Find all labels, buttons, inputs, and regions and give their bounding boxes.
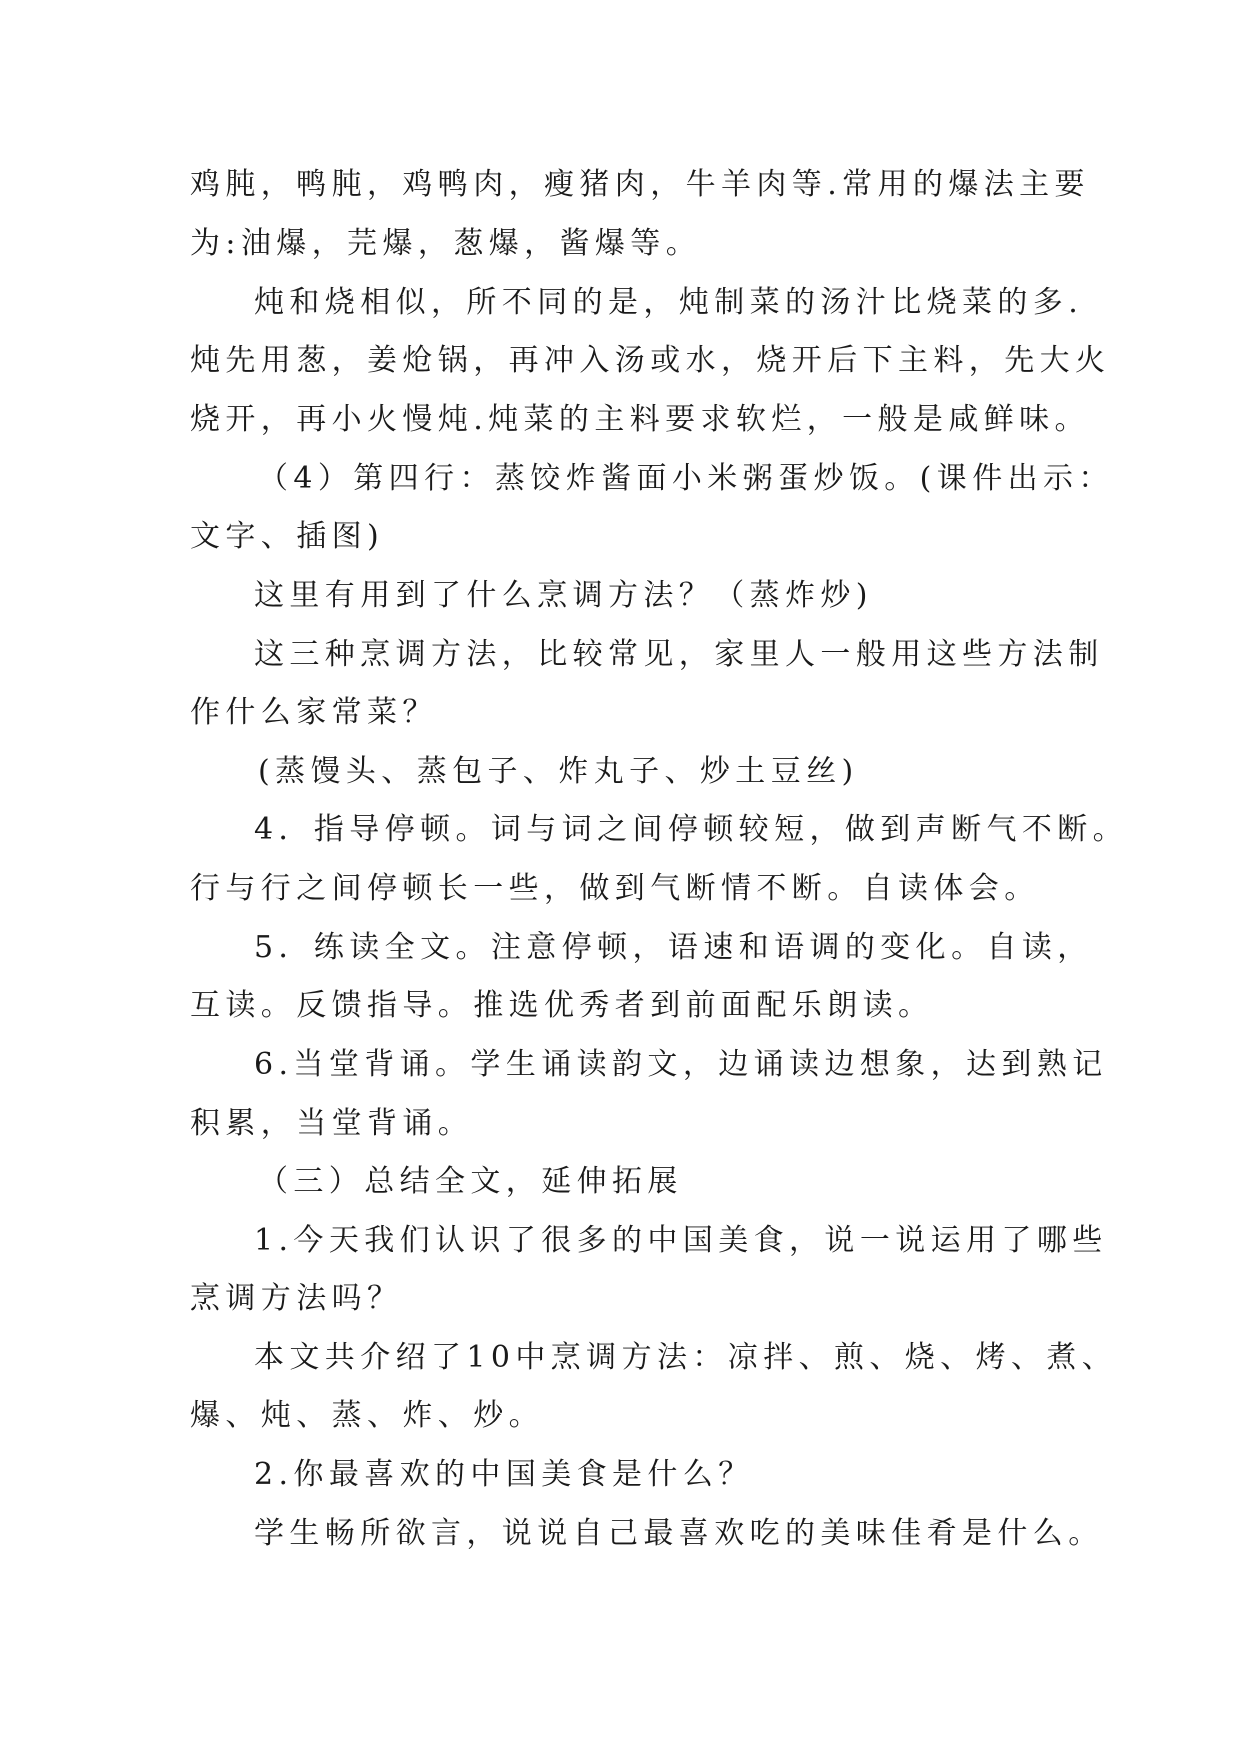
text-line: 6.当堂背诵。学生诵读韵文，边诵读边想象，达到熟记 (254, 1047, 1108, 1082)
text-line: 炖和烧相似，所不同的是，炖制菜的汤汁比烧菜的多. (254, 285, 1084, 320)
text-line: （4）第四行：蒸饺炸酱面小米粥蛋炒饭。(课件出示： (258, 461, 1114, 496)
text-line: 烹调方法吗？ (190, 1281, 403, 1316)
text-line: 2.你最喜欢的中国美食是什么？ (254, 1457, 754, 1492)
text-line: 这里有用到了什么烹调方法？（蒸炸炒) (254, 578, 873, 613)
text-line: 学生畅所欲言，说说自己最喜欢吃的美味佳肴是什么。 (254, 1516, 1104, 1551)
text-line: (蒸馒头、蒸包子、炸丸子、炒土豆丝) (258, 754, 859, 789)
text-line: 鸡肫，鸭肫，鸡鸭肉，瘦猪肉，牛羊肉等.常用的爆法主要 (190, 167, 1090, 202)
text-line: 炖先用葱，姜炝锅，再冲入汤或水，烧开后下主料，先大火 (190, 343, 1111, 378)
text-line: 烧开，再小火慢炖.炖菜的主料要求软烂，一般是咸鲜味。 (190, 402, 1090, 437)
section-heading: （三）总结全文，延伸拓展 (258, 1164, 683, 1199)
text-line: 文字、插图) (190, 519, 385, 554)
text-line: 互读。反馈指导。推选优秀者到前面配乐朗读。 (190, 988, 934, 1023)
text-line: 1.今天我们认识了很多的中国美食，说一说运用了哪些 (254, 1223, 1108, 1258)
text-line: 为:油爆，芫爆，葱爆，酱爆等。 (190, 226, 702, 261)
text-line: 本文共介绍了10中烹调方法：凉拌、煎、烧、烤、煮、 (254, 1340, 1118, 1375)
text-line: 行与行之间停顿长一些，做到气断情不断。自读体会。 (190, 871, 1040, 906)
text-line: 这三种烹调方法，比较常见，家里人一般用这些方法制 (254, 637, 1104, 672)
text-line: 5．练读全文。注意停顿，语速和语调的变化。自读， (254, 930, 1093, 965)
text-line: 4．指导停顿。词与词之间停顿较短，做到声断气不断。 (254, 812, 1129, 847)
text-line: 爆、炖、蒸、炸、炒。 (190, 1398, 544, 1433)
text-line: 积累，当堂背诵。 (190, 1106, 474, 1141)
text-line: 作什么家常菜？ (190, 695, 438, 730)
